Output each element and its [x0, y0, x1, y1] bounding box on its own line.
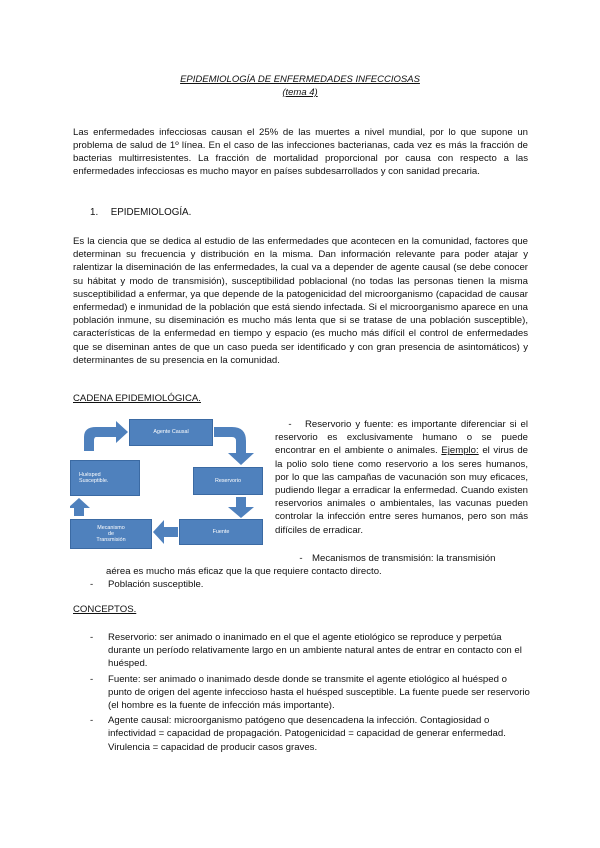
document-title: EPIDEMIOLOGÍA DE ENFERMEDADES INFECCIOSAS [180, 74, 420, 85]
diagram-box-agente [129, 419, 213, 446]
diagram-label-huesped-1: Huésped [79, 471, 101, 478]
mecanismo-text-b: aérea es mucho más eficaz que la que requiere contacto directo. [106, 566, 382, 577]
conceptos-heading: CONCEPTOS. [73, 604, 137, 615]
section-heading-text: EPIDEMIOLOGÍA. [110, 207, 192, 218]
diagram-box-mecanismo [70, 519, 152, 549]
arrow-mecanismo-to-huesped [70, 498, 90, 516]
reservorio-text-b: el virus de la polio solo tiene como reservorio a los seres humanos, por lo que las campañas de vacunación son muy eficaces, pudiendo llegar a erradicar la enfermedad. Cuando existen reservorios animales o ambientales, las vacunas pueden controlar la infección entre seres humanos, pero son más difíciles de erradicar. [275, 445, 528, 536]
document-subtitle: (tema 4) [282, 87, 318, 98]
list-item [90, 714, 530, 754]
list-dash: - [90, 579, 94, 590]
list-dash: - [90, 632, 94, 643]
diagram-label-huesped-2: Susceptible. [79, 478, 109, 484]
poblacion-text: Población susceptible. [108, 579, 204, 590]
intro-paragraph: Las enfermedades infecciosas causan el 25% de las muertes a nivel mundial, por lo que supone un problema de salud de 1º línea. En el caso de las infecciones bacterianas, cada vez es más la fracción de bacterias multirresistentes. La fracción de mortalidad proporcional por causa con respecto a las enfermedades infecciosas es mucho mayor en países subdesarrollados y con sanidad precaria. [73, 127, 528, 178]
diagram-box-huesped [70, 460, 140, 496]
cadena-heading: CADENA EPIDEMIOLÓGICA. [73, 393, 201, 404]
reservorio-fuente-paragraph [275, 418, 528, 537]
diagram-label-mecanismo-3: Transmisión [96, 537, 126, 544]
poblacion-line [90, 579, 203, 590]
list-dash: - [90, 715, 94, 727]
diagram-box-fuente [179, 519, 263, 545]
diagram-label-mecanismo-2: de [108, 530, 114, 537]
diagram-label-fuente: Fuente [212, 528, 230, 535]
list-dash: - [299, 553, 303, 564]
reservorio-text-a: Reservorio y fuente: es importante diferenciar si el reservorio es exclusivamente humano o se puede encontrar en el ambiente o animales. [275, 419, 528, 457]
diagram-label-agente: Agente Causal [153, 429, 189, 436]
section-number: 1. [90, 207, 99, 218]
conceptos-list [90, 631, 530, 756]
concepto-agente-causal: Agente causal: microorganismo patógeno que desencadena la infección. Contagiosidad o infectividad = capacidad de propagación. Patogenicidad = capacidad de generar enfermedad. Virulencia = capacidad de producir casos graves. [108, 715, 506, 753]
arrow-huesped-to-agente [84, 421, 128, 451]
list-dash: - [90, 673, 94, 685]
section-heading-epidemiologia [90, 207, 191, 218]
diagram-box-reservorio [193, 467, 263, 495]
mecanismo-line [290, 553, 530, 564]
epidemiologia-paragraph: Es la ciencia que se dedica al estudio de las enfermedades que acontecen en la comunidad, factores que determinan su frecuencia y distribución en la misma. Dan información relevante para poder atajar y ralentizar la diseminación de las enfermedades, la cual va a depender de agente causal (se debe conocer su hábitat y modo de transmisión), susceptibilidad poblacional (no todas las personas tienen la misma susceptibilidad a enfermar, ya que depende de la patogenicidad del microorganismo (capacidad de causar enfermedad) e inmunidad de la población que está siendo infectada. Si el microorganismo aparece en una población inmune, su diseminación es mucho más lenta que si se tratase de una población susceptible), características de la enfermedad en tiempo y espacio (es mucho más difícil el control de enfermedades que se diseminan antes de que un caso pueda ser identificado y con gran presencia de asintomáticos) y determinantes de su presencia en la comunidad. [73, 236, 528, 366]
diagram-label-mecanismo-1: Mecanismo [97, 524, 125, 531]
cadena-diagram [70, 413, 270, 551]
diagram-label-reservorio: Reservorio [214, 477, 242, 484]
arrow-fuente-to-mecanismo [153, 520, 178, 544]
mecanismo-text-a: Mecanismos de transmisión: la transmisión [312, 553, 496, 564]
list-item [90, 631, 530, 671]
concepto-reservorio: Reservorio: ser animado o inanimado en el que el agente etiológico se reproduce y perpetúa durante un período relativamente largo en un ambiente natural antes de entrar en contacto con el huésped. [108, 632, 522, 670]
arrow-reservorio-to-fuente [228, 497, 254, 518]
list-dash: - [288, 419, 292, 430]
arrow-agente-to-reservorio [214, 427, 254, 465]
ejemplo-label: Ejemplo: [441, 445, 479, 457]
list-item [90, 673, 530, 713]
concepto-fuente: Fuente: ser animado o inanimado desde donde se transmite el agente etiológico al huésped o punto de origen del agente infeccioso hasta el huésped susceptible. La fuente puede ser reservorio (el hombre es la fuente de infección más importante). [108, 673, 530, 712]
